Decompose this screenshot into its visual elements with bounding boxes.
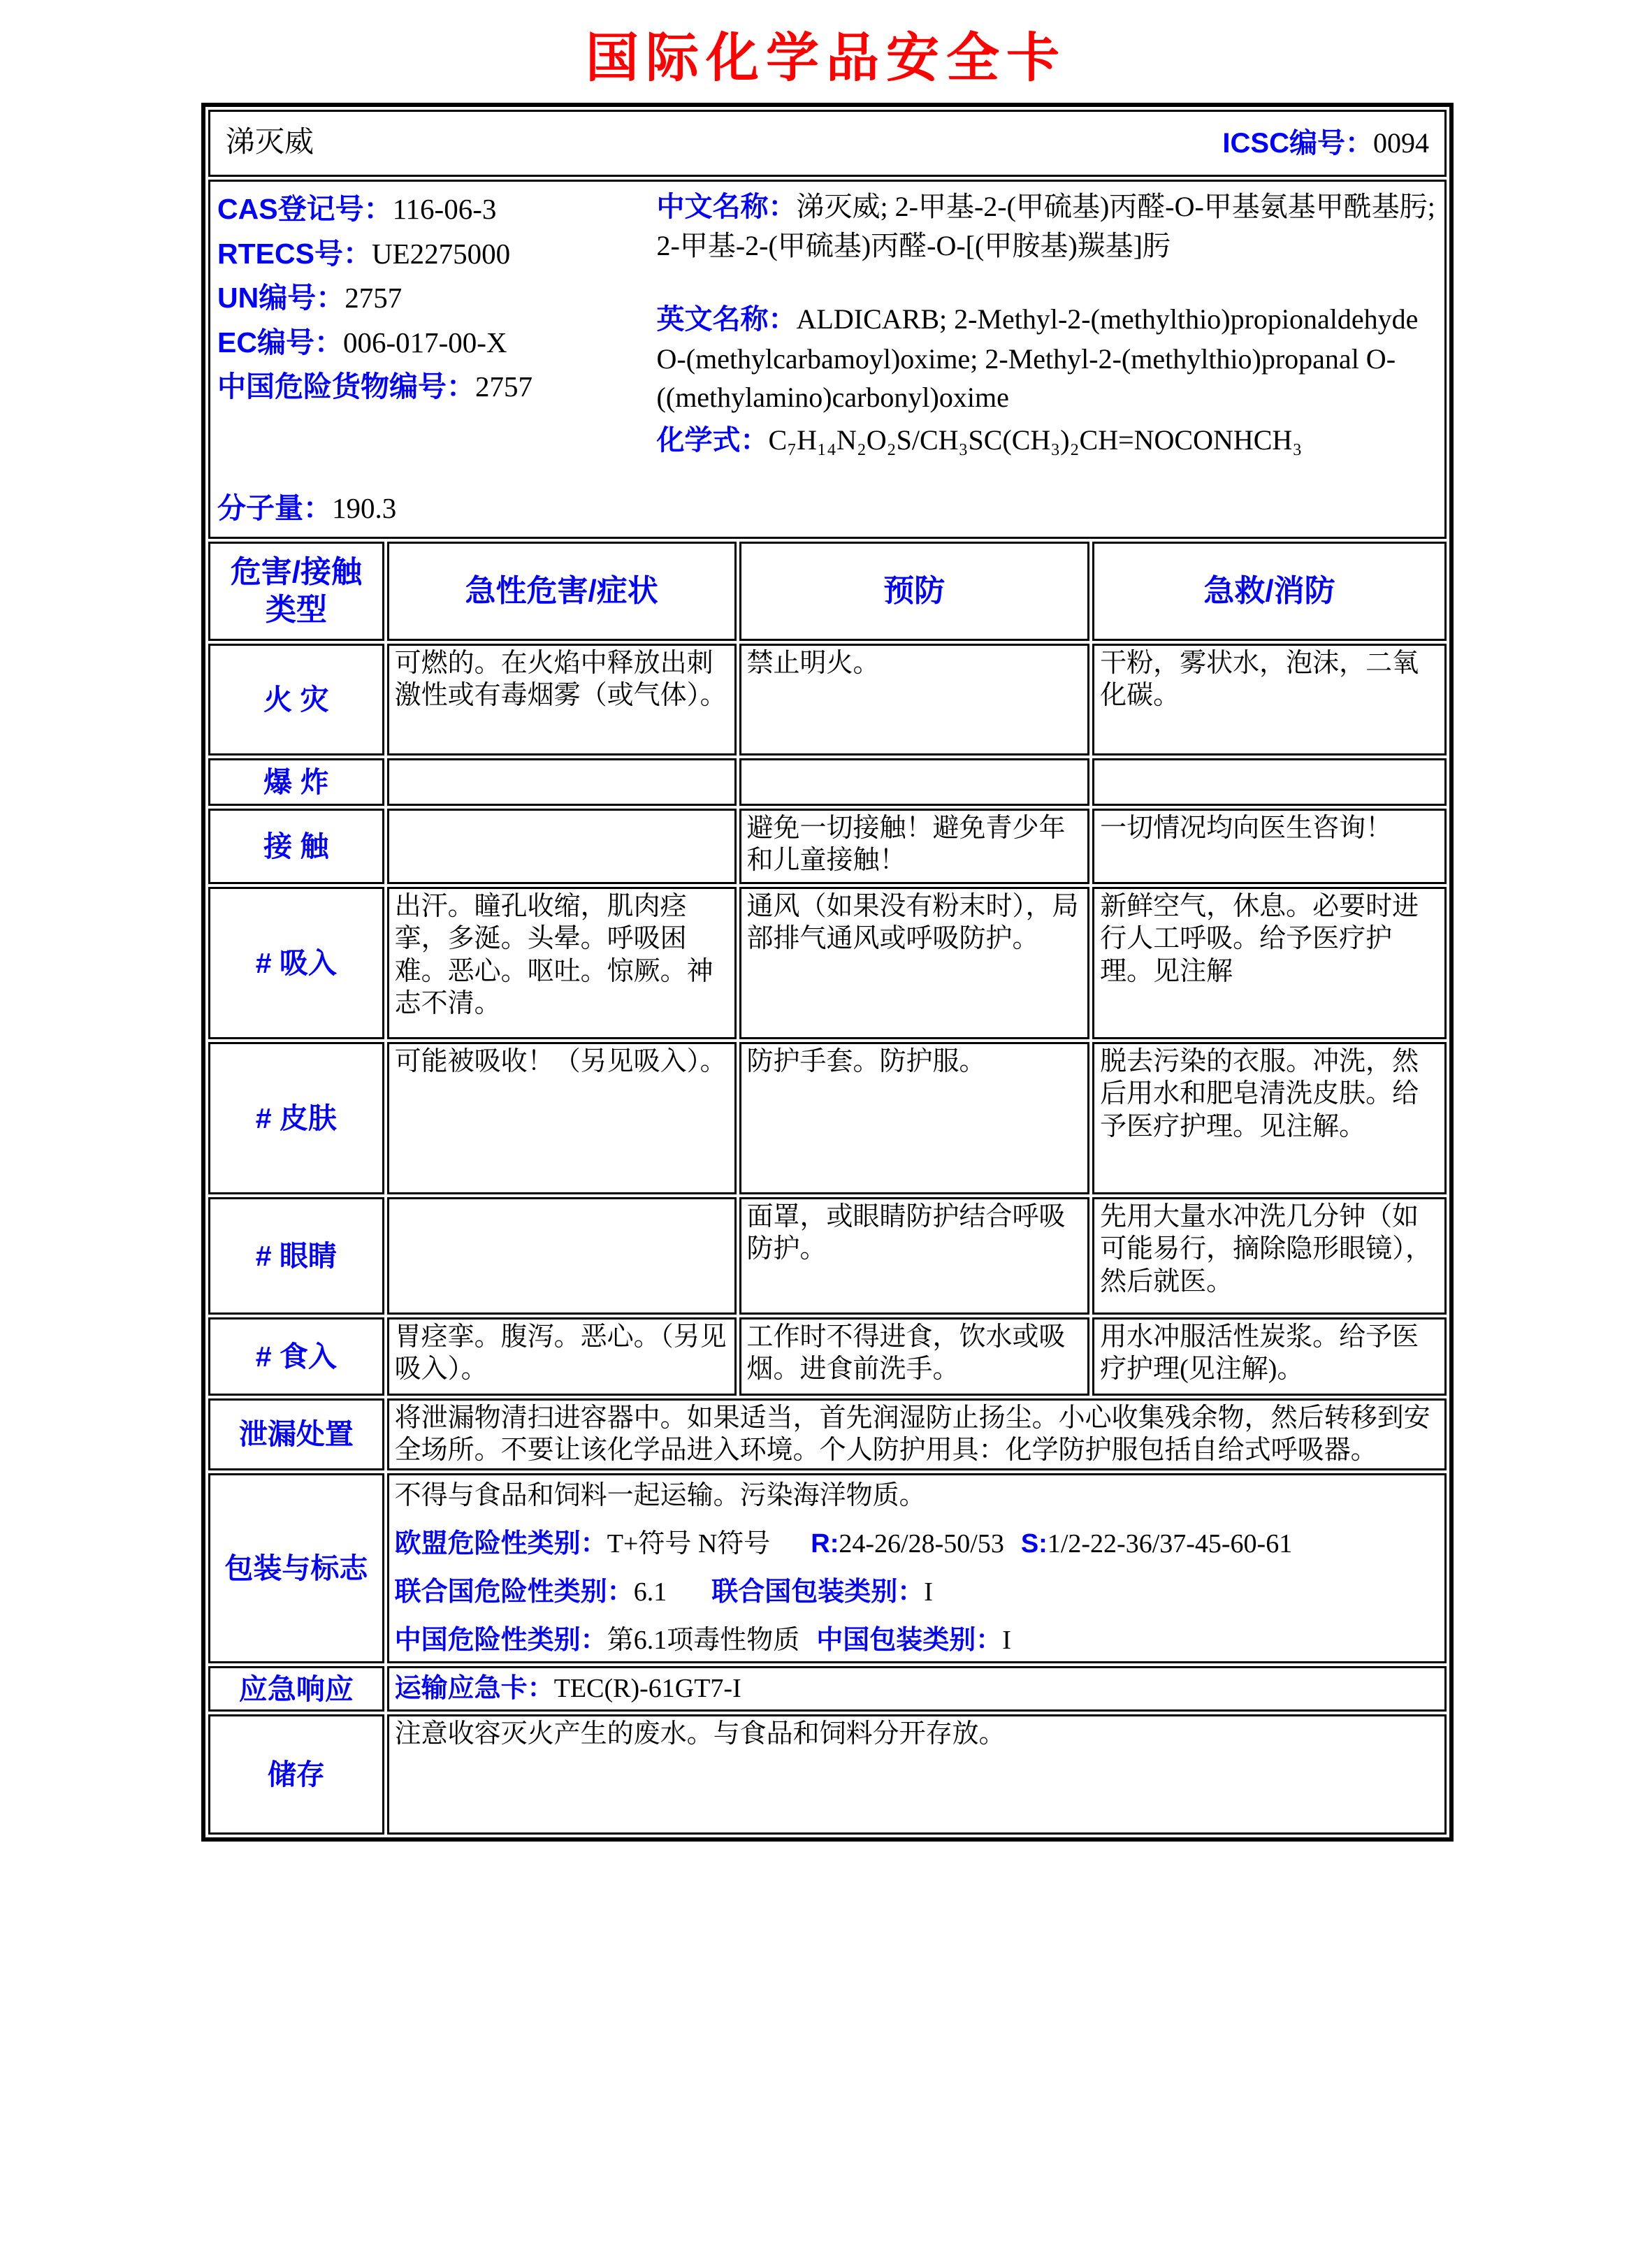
s-phrases-value: 1/2-22-36/37-45-60-61: [1047, 1528, 1293, 1559]
cas-number-value: 116-06-3: [392, 193, 497, 225]
emergency-response-row: [208, 1666, 1447, 1712]
icsc-number-label: ICSC编号：: [1222, 127, 1373, 159]
identification-right-column: [657, 187, 1437, 531]
china-packing-group-label: 中国包装类别：: [816, 1626, 1003, 1655]
icsc-number-field: [1222, 126, 1429, 161]
identification-left-column: [217, 187, 657, 531]
china-packing-group-value: I: [1002, 1626, 1011, 1655]
eyes-first-aid: 先用大量水冲洗几分钟（如可能易行，摘除隐形眼镜），然后就医。: [1092, 1197, 1447, 1315]
inhalation-category-label: # 吸入: [208, 887, 384, 1039]
un-number-value: 2757: [345, 282, 403, 314]
cas-number-line: [217, 187, 657, 232]
transport-emergency-card-label: 运输应急卡：: [394, 1674, 554, 1704]
header-first-aid: 急救/消防: [1092, 542, 1447, 641]
fire-prevention: 禁止明火。: [739, 644, 1090, 755]
ingestion-symptoms: 胃痉挛。腹泻。恶心。（另见吸入）。: [387, 1317, 737, 1396]
eyes-symptoms: [387, 1197, 737, 1315]
skin-prevention: 防护手套。防护服。: [739, 1042, 1090, 1194]
icsc-document-page: [0, 15, 1652, 2249]
fire-first-aid: 干粉，雾状水，泡沫，二氧化碳。: [1092, 644, 1447, 755]
molecular-weight-label: 分子量：: [217, 492, 332, 525]
eyes-category-label: # 眼睛: [208, 1197, 384, 1315]
eyes-prevention: 面罩，或眼睛防护结合呼吸防护。: [739, 1197, 1090, 1315]
spill-disposal-label: 泄漏处置: [208, 1398, 384, 1470]
china-classification-line: [395, 1621, 1439, 1660]
english-name-label: 英文名称：: [656, 304, 797, 335]
hazard-row-inhalation: [208, 887, 1447, 1039]
ec-number-label: EC编号：: [217, 326, 343, 359]
explosion-prevention: [739, 758, 1090, 806]
china-dg-number-value: 2757: [475, 370, 532, 403]
transport-emergency-card-value: TEC(R)-61GT7-I: [553, 1674, 741, 1704]
header-hazard-type: 危害/接触类型: [208, 542, 384, 641]
exposure-first-aid: 一切情况均向医生咨询！: [1092, 809, 1447, 884]
fire-symptoms: 可燃的。在火焰中释放出刺激性或有毒烟雾（或气体）。: [387, 644, 737, 755]
r-phrases-label: R:: [811, 1528, 839, 1559]
chemical-formula-line: [657, 421, 1437, 460]
china-dg-number-line: [217, 365, 657, 410]
identification-cell: [208, 180, 1447, 539]
icsc-number-value: 0094: [1373, 126, 1429, 159]
inhalation-prevention: 通风（如果没有粉末时），局部排气通风或呼吸防护。: [739, 887, 1090, 1039]
chemical-formula-label: 化学式：: [656, 424, 769, 456]
ec-number-value: 006-017-00-X: [342, 326, 507, 359]
exposure-category-label: 接 触: [208, 809, 384, 884]
chinese-name-label: 中文名称：: [656, 191, 797, 222]
skin-first-aid: 脱去污染的衣服。冲洗，然后用水和肥皂清洗皮肤。给予医疗护理。见注解。: [1092, 1042, 1447, 1194]
eu-classification-value: T+符号 N符号: [607, 1528, 771, 1559]
un-classification-label: 联合国危险性类别：: [394, 1577, 634, 1607]
page-title: 国际化学品安全卡: [586, 29, 1066, 88]
emergency-response-label: 应急响应: [208, 1666, 384, 1712]
storage-text: 注意收容灭火产生的废水。与食品和饲料分开存放。: [387, 1714, 1447, 1835]
card-header-row: [208, 110, 1447, 177]
molecular-weight-value: 190.3: [332, 492, 397, 525]
hazard-row-exposure: [208, 809, 1447, 884]
china-classification-label: 中国危险性类别：: [394, 1626, 607, 1655]
un-number-line: [217, 276, 657, 321]
storage-label: 储存: [208, 1714, 384, 1835]
english-name-line: [657, 300, 1437, 417]
packaging-transport-note: 不得与食品和饲料一起运输。污染海洋物质。: [394, 1480, 926, 1510]
hazard-row-ingestion: [208, 1317, 1447, 1396]
r-phrases-value: 24-26/28-50/53: [839, 1528, 1004, 1559]
hazard-row-eyes: [208, 1197, 1447, 1315]
chinese-name-value: 涕灭威; 2-甲基-2-(甲硫基)丙醛-O-甲基氨基甲酰基肟; 2-甲基-2-(甲硫基)丙醛-O-[(甲胺基)羰基]肟: [656, 191, 1435, 262]
spill-disposal-text: 将泄漏物清扫进容器中。如果适当，首先润湿防止扬尘。小心收集残余物，然后转移到安全场所。不要让该化学品进入环境。个人防护用具：化学防护服包括自给式呼吸器。: [387, 1398, 1447, 1470]
ingestion-category-label: # 食入: [208, 1317, 384, 1396]
explosion-symptoms: [387, 758, 737, 806]
header-prevention: 预防: [739, 542, 1090, 641]
cas-number-label: CAS登记号：: [217, 193, 393, 225]
explosion-first-aid: [1092, 758, 1447, 806]
eu-classification-label: 欧盟危险性类别：: [394, 1528, 607, 1559]
china-dg-number-label: 中国危险货物编号：: [217, 370, 475, 403]
substance-name: 涕灭威: [226, 126, 314, 159]
spill-disposal-row: [208, 1398, 1447, 1470]
un-packing-group-value: I: [924, 1577, 933, 1607]
transport-emergency-card-line: [395, 1670, 1439, 1708]
emergency-response-cell: [387, 1666, 1447, 1712]
chemical-formula-value: C₇H₁₄N₂O₂S/CH₃SC(CH₃)₂CH=NOCONHCH₃: [768, 424, 1303, 456]
rtecs-number-line: [217, 232, 657, 277]
ingestion-first-aid: 用水冲服活性炭浆。给予医疗护理(见注解)。: [1092, 1317, 1447, 1396]
header-acute-symptoms: 急性危害/症状: [387, 542, 737, 641]
rtecs-number-label: RTECS号：: [217, 237, 372, 270]
hazard-row-explosion: [208, 758, 1447, 806]
molecular-weight-line: [217, 486, 657, 531]
chinese-name-line: [657, 187, 1437, 265]
rtecs-number-value: UE2275000: [371, 237, 511, 270]
china-classification-value: 第6.1项毒性物质: [607, 1626, 800, 1655]
skin-symptoms: 可能被吸收！（另见吸入）。: [387, 1042, 737, 1194]
hazard-header-row: [208, 542, 1447, 641]
skin-category-label: # 皮肤: [208, 1042, 384, 1194]
un-classification-line: [395, 1573, 1439, 1612]
ec-number-line: [217, 321, 657, 366]
un-packing-group-label: 联合国包装类别：: [711, 1577, 925, 1607]
english-name-value: ALDICARB; 2-Methyl-2-(methylthio)propionaldehyde O-(methylcarbamoyl)oxime; 2-Methyl-2-(methylthio)propanal O-((methylamino)carbonyl)oxime: [656, 303, 1419, 413]
inhalation-first-aid: 新鲜空气，休息。必要时进行人工呼吸。给予医疗护理。见注解: [1092, 887, 1447, 1039]
un-number-label: UN编号：: [217, 282, 345, 314]
inhalation-symptoms: 出汗。瞳孔收缩，肌肉痉挛，多涎。头晕。呼吸困难。恶心。呕吐。惊厥。神志不清。: [387, 887, 737, 1039]
icsc-card-table: [201, 103, 1454, 1842]
packaging-labelling-label: 包装与标志: [208, 1473, 384, 1663]
identification-row: [208, 180, 1447, 539]
eu-classification-line: [395, 1525, 1439, 1563]
storage-row: [208, 1714, 1447, 1835]
ingestion-prevention: 工作时不得进食，饮水或吸烟。进食前洗手。: [739, 1317, 1090, 1396]
exposure-prevention: 避免一切接触！避免青少年和儿童接触！: [739, 809, 1090, 884]
card-header-cell: [208, 110, 1447, 177]
explosion-category-label: 爆 炸: [208, 758, 384, 806]
packaging-labelling-row: [208, 1473, 1447, 1663]
packaging-labelling-cell: [387, 1473, 1447, 1663]
fire-category-label: 火 灾: [208, 644, 384, 755]
hazard-row-fire: [208, 644, 1447, 755]
un-classification-value: 6.1: [633, 1577, 667, 1607]
hazard-row-skin: [208, 1042, 1447, 1194]
s-phrases-label: S:: [1020, 1528, 1048, 1559]
exposure-symptoms: [387, 809, 737, 884]
